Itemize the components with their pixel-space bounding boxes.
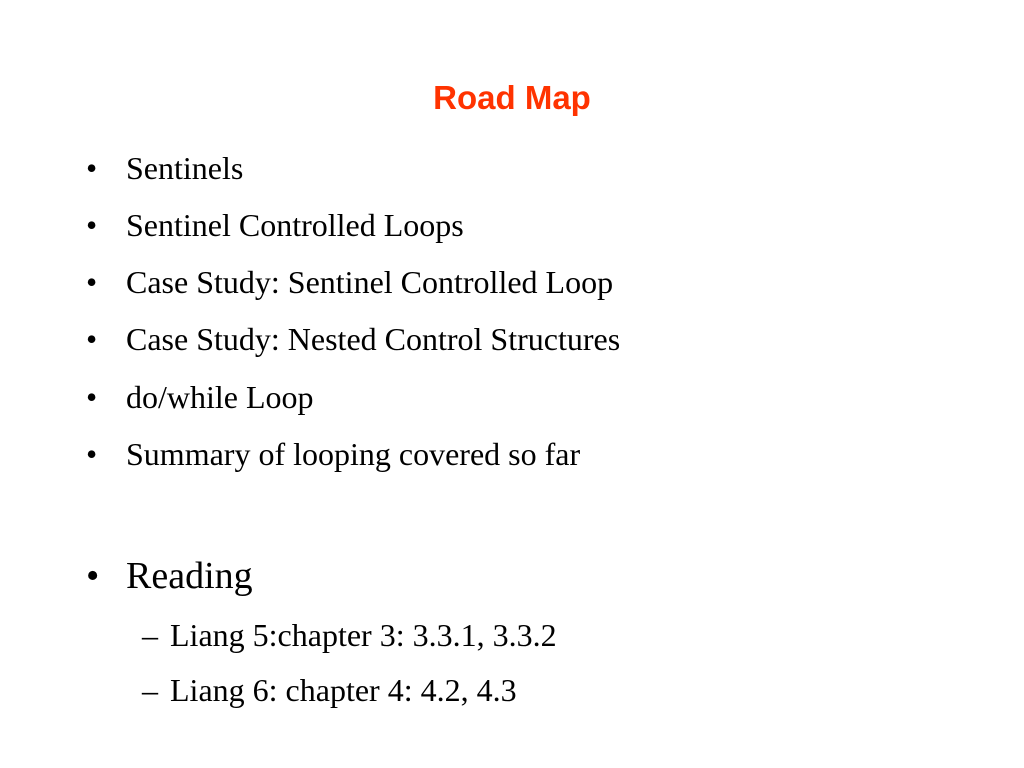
bullet-text: Case Study: Sentinel Controlled Loop bbox=[126, 264, 614, 300]
bullet-text: Case Study: Nested Control Structures bbox=[126, 321, 621, 357]
slide-title: Road Map bbox=[433, 79, 591, 116]
bullet-text: Summary of looping covered so far bbox=[126, 436, 581, 472]
dash-point: – bbox=[142, 617, 158, 653]
bullet-point: • bbox=[86, 379, 98, 415]
bullet-text: do/while Loop bbox=[126, 379, 314, 415]
bullet-point: • bbox=[86, 436, 98, 472]
bullet-point: • bbox=[86, 264, 98, 300]
bullet-point: • bbox=[86, 207, 98, 243]
bullet-text: Sentinels bbox=[126, 150, 244, 186]
reading-text: Liang 6: chapter 4: 4.2, 4.3 bbox=[170, 672, 517, 708]
bullet-point: • bbox=[86, 321, 98, 357]
bullet-point: • bbox=[86, 150, 98, 186]
reading-text: Liang 5:chapter 3: 3.3.1, 3.3.2 bbox=[170, 617, 557, 653]
reading-label: Reading bbox=[126, 555, 253, 597]
bullet-point: • bbox=[86, 555, 100, 597]
dash-point: – bbox=[142, 672, 158, 708]
bullet-text: Sentinel Controlled Loops bbox=[126, 207, 464, 243]
